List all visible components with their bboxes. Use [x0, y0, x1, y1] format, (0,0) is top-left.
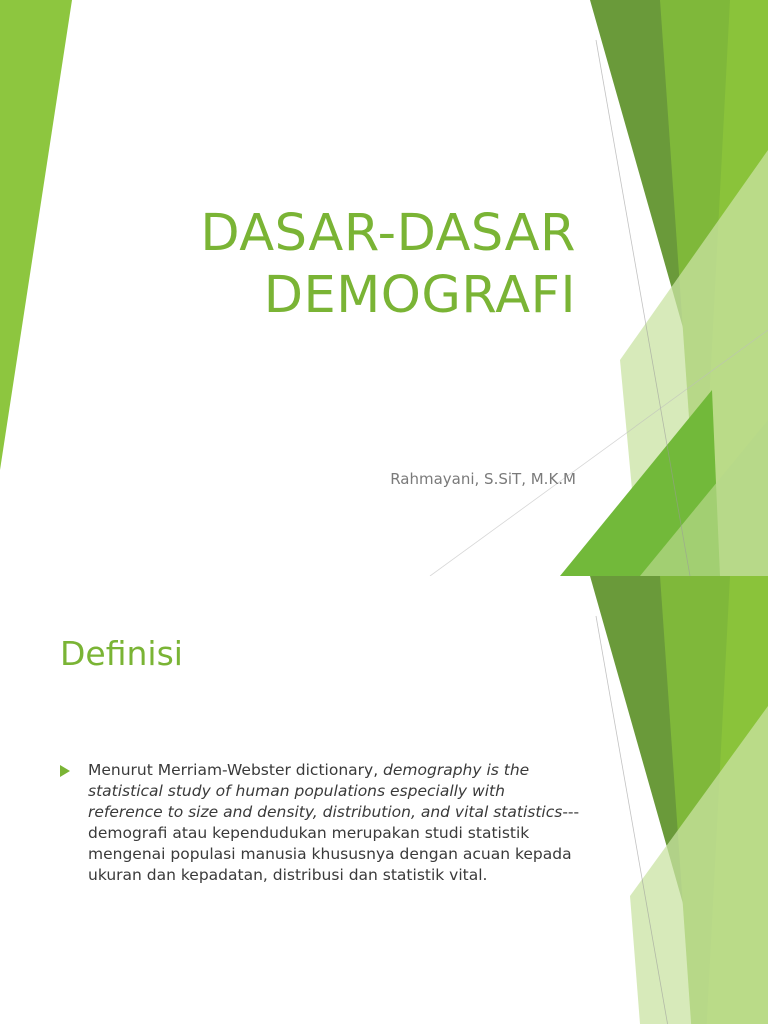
list-item: [60, 760, 580, 886]
author-subtitle: Rahmayani, S.SiT, M.K.M: [390, 470, 576, 488]
definition-slide: [0, 576, 768, 1024]
title-line-2: DEMOGRAFI: [263, 266, 576, 325]
bullet-quote: demography is the statistical study of human populations especially with reference to size and density, distribution, and vital statistics: [88, 761, 563, 821]
bullet-lead: Menurut Merriam-Webster dictionary,: [88, 761, 384, 779]
definition-list: [60, 760, 580, 886]
section-heading: Definisi: [60, 634, 183, 673]
bullet-rest: ---demografi atau kependudukan merupakan studi statistik mengenai populasi manusia khususnya dengan acuan kepada ukuran dan kepadatan, distribusi dan statistik vital.: [88, 803, 580, 884]
triangle-bullet-icon: [60, 765, 70, 777]
title-line-1: DASAR-DASAR: [200, 204, 576, 263]
slide-title: [56, 203, 576, 327]
